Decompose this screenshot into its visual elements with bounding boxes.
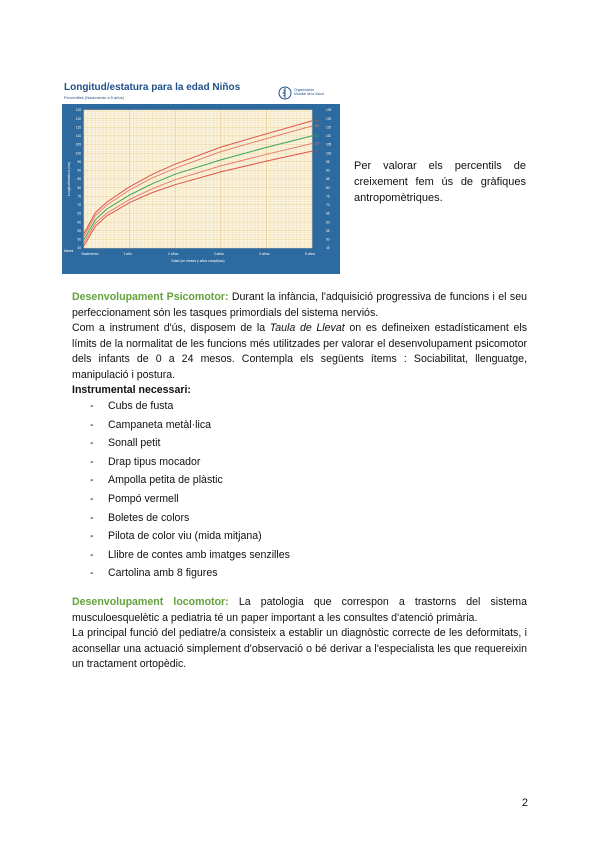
x-tick-label: 4 años [259,252,270,256]
instrument-item [90,455,290,474]
locomotor-intro [72,595,527,626]
percentile-label: 15 [315,141,319,146]
who-name-line2: Mundial de la Salud [294,92,324,96]
list-dash: - [90,400,94,412]
instrument-list [90,399,290,585]
instrument-heading: Instrumental necessari: [72,384,191,396]
y-tick-label-right: 65 [326,211,330,216]
y-tick-label: 50 [77,237,81,242]
x-tick-label: 5 años [304,252,316,256]
locomotor-paragraph: La principal funció del pediatre/a consisteix a establir un diagnòstic correcte de les deformitats, i aconsellar una actuació simplement d'observació o bé derivar a l'especialista les que requereixin un tractament ortopèdic. [72,627,527,670]
instrument-label: Campaneta metàl·lica [108,418,212,431]
psicomotor-heading: Desenvolupament Psicomotor: [72,291,229,303]
who-name [294,88,324,96]
instrument-label: Ampolla petita de plàstic [108,474,223,487]
percentile-label: 97 [315,119,319,124]
y-tick-label: 125 [75,108,81,113]
y-tick-label: 95 [77,159,81,164]
chart-caption: Per valorar els percentils de creixement fem ús de gràfiques antropomètriques. [354,160,526,204]
x-axis-label: Edad (en meses y años cumplidos) [171,259,225,263]
who-emblem-icon [278,86,292,100]
instrument-item [90,473,290,492]
instrument-label: Cartolina amb 8 figures [108,567,218,580]
percentile-label: 3 [315,149,317,154]
list-dash: - [90,455,94,468]
y-tick-label-right: 90 [326,168,330,173]
instrument-item [90,399,290,418]
locomotor-intro-text: La patologia que correspon a trastorns del sistema musculoesquelètic a pediatria té un paper important a les consultes d'atenció primària. [72,596,528,624]
chart-subtitle: Percentiles (Nacimiento a 5 años) [64,95,125,100]
y-tick-label: 90 [77,168,81,173]
who-logo [278,86,338,102]
llevat-title: Taula de Llevat [269,322,345,334]
y-tick-label: 120 [75,116,81,121]
list-dash: - [90,437,94,450]
list-dash: - [90,567,94,580]
instrument-label: Pilota de color viu (mida mitjana) [108,530,262,543]
y-tick-label: 55 [77,228,81,233]
instrument-item [90,511,290,530]
chart-header [62,82,340,104]
llevat-text-before: Com a instrument d'ús, disposem de la [72,322,270,334]
y-tick-label: 80 [77,185,81,190]
y-tick-label-right: 55 [326,228,330,233]
instrument-item [90,529,290,548]
y-tick-label: 60 [77,220,81,225]
list-dash: - [90,511,94,524]
psicomotor-llevat-paragraph [72,321,527,383]
instrument-label: Boletes de colors [108,511,190,524]
growth-chart-svg [62,104,340,274]
chart-title: Longitud/estatura para la edad Niños [64,82,241,93]
y-tick-label-right: 120 [326,116,332,121]
x-tick-label: 3 años [213,252,224,256]
y-tick-label: 100 [75,151,81,156]
psicomotor-intro-text: Durant la infància, l'adquisició progressiva de funcions i el seu perfeccionament són les tasques primordials del sistema nerviós. [72,291,527,319]
growth-chart-figure [62,82,340,274]
list-dash: - [90,474,94,487]
list-dash: - [90,530,94,543]
y-tick-label-right: 75 [326,194,330,199]
y-tick-label: 45 [77,246,81,251]
instrument-item [90,418,290,437]
y-tick-label: 70 [77,203,81,208]
llevat-text-after: on es defineixen estadísticament els límits de la normalitat de les funcions més utilitzades per valorar el desenvolupament psicomotor dels infants de 0 a 24 mesos. Contempla els següents ítems : Sociabilitat, llenguatge, manipulació i postura. [72,322,527,381]
who-name-line1: Organización [294,88,314,92]
locomotor-section [72,595,527,673]
y-tick-label-right: 80 [326,185,330,190]
percentile-label: 85 [315,124,319,129]
y-tick-label-right: 110 [326,134,332,139]
instrument-label: Sonall petit [108,437,161,450]
x-start-label: Meses [64,249,74,253]
list-dash: - [90,492,94,505]
y-tick-label-right: 50 [326,237,330,242]
y-tick-label: 85 [77,177,81,182]
list-dash: - [90,418,94,431]
instrument-label: Llibre de contes amb imatges senzilles [108,548,290,561]
x-tick-label: 1 año [123,252,132,256]
instrument-label: Pompó vermell [108,492,179,505]
instrument-label: Drap tipus mocador [108,455,201,468]
locomotor-heading: Desenvolupament locomotor: [72,596,229,608]
instrument-item [90,548,290,567]
y-tick-label-right: 45 [326,246,330,251]
list-dash: - [90,548,94,561]
percentile-label: 50 [315,134,319,139]
y-tick-label-right: 70 [326,203,330,208]
y-tick-label: 75 [77,194,81,199]
instrument-item [90,436,290,455]
instrument-label: Cubs de fusta [108,400,174,412]
y-tick-label-right: 125 [326,108,332,113]
psicomotor-intro [72,290,527,321]
psicomotor-section [72,290,527,399]
instrument-item [90,566,290,585]
chart-frame [62,104,340,274]
instrument-item [90,492,290,511]
y-tick-label-right: 105 [326,142,332,147]
y-tick-label-right: 60 [326,220,330,225]
y-tick-label-right: 85 [326,177,330,182]
x-tick-label: Nacimiento [81,252,99,256]
y-axis-label: Longitud/estatura (cm) [67,162,71,196]
y-tick-label: 115 [75,125,81,130]
y-tick-label: 105 [75,142,81,147]
page-number: 2 [521,797,528,809]
y-tick-label: 65 [77,211,81,216]
x-tick-label: 2 años [168,252,179,256]
y-tick-label-right: 95 [326,159,330,164]
y-tick-label-right: 115 [326,125,332,130]
y-tick-label: 110 [75,134,81,139]
y-tick-label-right: 100 [326,151,332,156]
